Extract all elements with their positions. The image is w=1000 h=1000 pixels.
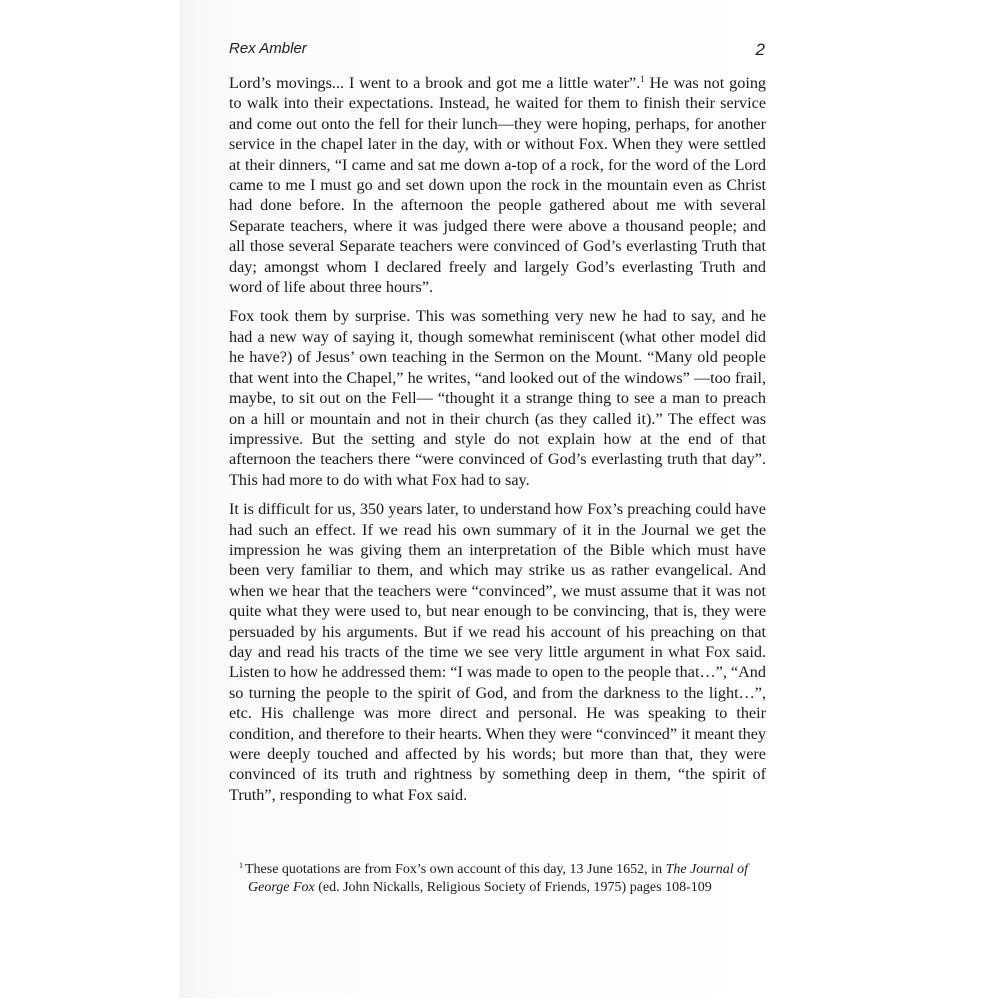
footnote-marker: 1 <box>239 861 243 870</box>
body-text <box>229 73 766 814</box>
footnote <box>239 861 768 897</box>
footnote-text-after: (ed. John Nickalls, Religious Society of Friends, 1975) pages 108-109 <box>314 880 712 895</box>
paragraph-3: It is difficult for us, 350 years later, to understand how Fox’s preaching could have had such an effect. If we read his own summary of it in the Journal we get the impression he was giving them an interpretation of the Bible which must have been very familiar to them, and which may strike us as rather evangelical. And when we hear that the teachers were “convinced”, we must assume that it was not quite what they were used to, but near enough to be convincing, that is, they were persuaded by his arguments. But if we read his account of his preaching on that day and read his tracts of the time we see very little argument in what Fox said. Listen to how he addressed them: “I was made to open to the people that…”, “And so turning the people to the spirit of God, and from the darkness to the light…”, etc. His challenge was more direct and personal. He was speaking to their condition, and therefore to their hearts. When they were “convinced” it meant they were deeply touched and affected by his words; but more than that, they were convinced of its truth and rightness by something deep in them, “the spirit of Truth”, responding to what Fox said. <box>229 500 766 804</box>
page-number: 2 <box>755 40 765 59</box>
header-author: Rex Ambler <box>229 40 307 57</box>
running-header <box>229 40 765 62</box>
footnote-text-before: These quotations are from Fox’s own account of this day, 13 June 1652, in <box>245 862 666 877</box>
paragraph-1 <box>229 73 766 297</box>
paragraph-1-before-note: Lord’s movings... I went to a brook and got me a little water”. <box>229 74 641 92</box>
paragraph-1-after-note: He was not going to walk into their expectations. Instead, he waited for them to finish their service and come out onto the fell for their lunch—they were hoping, perhaps, for another service in the chapel later in the day, with or without Fox. When they were settled at their dinners, “I came and sat me down a-top of a rock, for the word of the Lord came to me I must go and set down upon the rock in the mountain even as Christ had done before. In the afternoon the people gathered about me with several Separate teachers, where it was judged there were above a thousand people; and all those several Separate teachers were convinced of God’s everlasting Truth that day; amongst whom I declared freely and largely God’s everlasting Truth and word of life about three hours”. <box>229 74 767 297</box>
footnote-book-title: The Journal of George Fox <box>248 862 749 895</box>
paragraph-2: Fox took them by surprise. This was something very new he had to say, and he had a new way of saying it, though somewhat reminiscent (what other model did he have?) of Jesus’ own teaching in the Sermon on the Mount. “Many old people that went into the Chapel,” he writes, “and looked out of the windows” —too frail, maybe, to sit out on the Fell— “thought it a strange thing to see a man to preach on a hill or mountain and not in their church (as they called it).” The effect was impressive. But the setting and style do not explain how at the end of that afternoon the teachers there “were convinced of God’s everlasting truth that day”. This had more to do with what Fox had to say. <box>229 307 766 489</box>
footnote-reference: 1 <box>640 74 645 84</box>
